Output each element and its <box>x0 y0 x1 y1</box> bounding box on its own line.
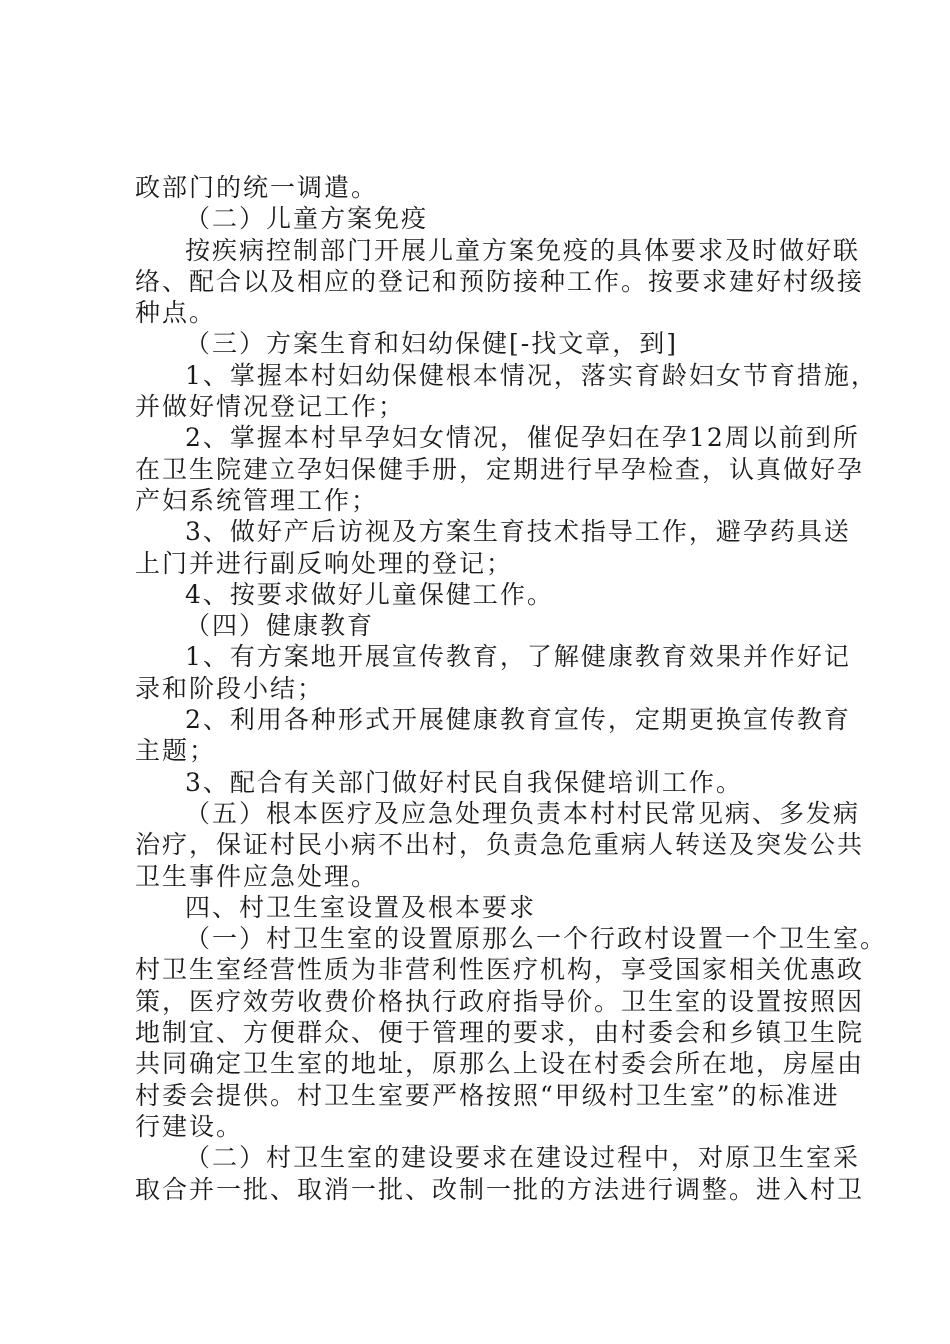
text-line: 共同确定卫生室的地址，原那么上设在村委会所在地，房屋由 <box>135 1049 865 1079</box>
text-line: 2、掌握本村早孕妇女情况，催促孕妇在孕12周以前到所 <box>185 423 860 453</box>
text-line: （三）方案生育和妇幼保健[-找文章，到] <box>185 329 678 359</box>
text-line: 政部门的统一调遣。 <box>135 173 379 202</box>
text-line: 1、有方案地开展宣传教育，了解健康教育效果并作好记 <box>185 642 851 672</box>
text-line: 策，医疗效劳收费价格执行政府指导价。卫生室的设置按照因 <box>135 986 865 1016</box>
text-line: 4、按要求做好儿童保健工作。 <box>185 579 554 609</box>
text-line: （一）村卫生室的设置原那么一个行政村设置一个卫生室。 <box>185 924 888 954</box>
text-line: 卫生事件应急处理。 <box>135 861 379 891</box>
text-line: 四、村卫生室设置及根本要求 <box>185 892 537 922</box>
text-line: 地制宜、方便群众、便于管理的要求，由村委会和乡镇卫生院 <box>135 1018 865 1048</box>
text-line: （二）村卫生室的建设要求在建设过程中，对原卫生室采 <box>185 1143 861 1173</box>
text-line: （五）根本医疗及应急处理负责本村村民常见病、多发病 <box>185 798 861 828</box>
text-line: 种点。 <box>135 298 217 328</box>
text-line: 治疗，保证村民小病不出村，负责急危重病人转送及突发公共 <box>135 830 865 860</box>
text-line: 行建设。 <box>135 1111 244 1141</box>
text-line: 3、配合有关部门做好村民自我保健培训工作。 <box>185 767 743 797</box>
text-line: 录和阶段小结； <box>135 673 325 703</box>
text-line: 取合并一批、取消一批、改制一批的方法进行调整。进入村卫 <box>135 1174 865 1204</box>
text-line: 村卫生室经营性质为非营利性医疗机构，享受国家相关优惠政 <box>135 955 865 985</box>
text-line: 3、做好产后访视及方案生育技术指导工作，避孕药具送 <box>185 517 851 547</box>
text-line: 主题； <box>135 736 217 766</box>
text-line: 产妇系统管理工作； <box>135 485 379 515</box>
text-line: 络、配合以及相应的登记和预防接种工作。按要求建好村级接 <box>135 266 865 296</box>
document-body <box>135 172 888 1205</box>
text-line: 1、掌握本村妇幼保健根本情况，落实育龄妇女节育措施， <box>185 360 878 390</box>
text-line: （四）健康教育 <box>185 611 375 641</box>
text-line: 并做好情况登记工作； <box>135 392 406 422</box>
text-line: 上门并进行副反响处理的登记； <box>135 548 514 578</box>
text-line: 村委会提供。村卫生室要严格按照“甲级村卫生室”的标准进 <box>135 1080 840 1110</box>
text-line: 按疾病控制部门开展儿童方案免疫的具体要求及时做好联 <box>185 235 861 265</box>
text-line: （二）儿童方案免疫 <box>185 204 429 234</box>
text-line: 2、利用各种形式开展健康教育宣传，定期更换宣传教育 <box>185 705 851 735</box>
text-line: 在卫生院建立孕妇保健手册，定期进行早孕检查，认真做好孕 <box>135 454 865 484</box>
